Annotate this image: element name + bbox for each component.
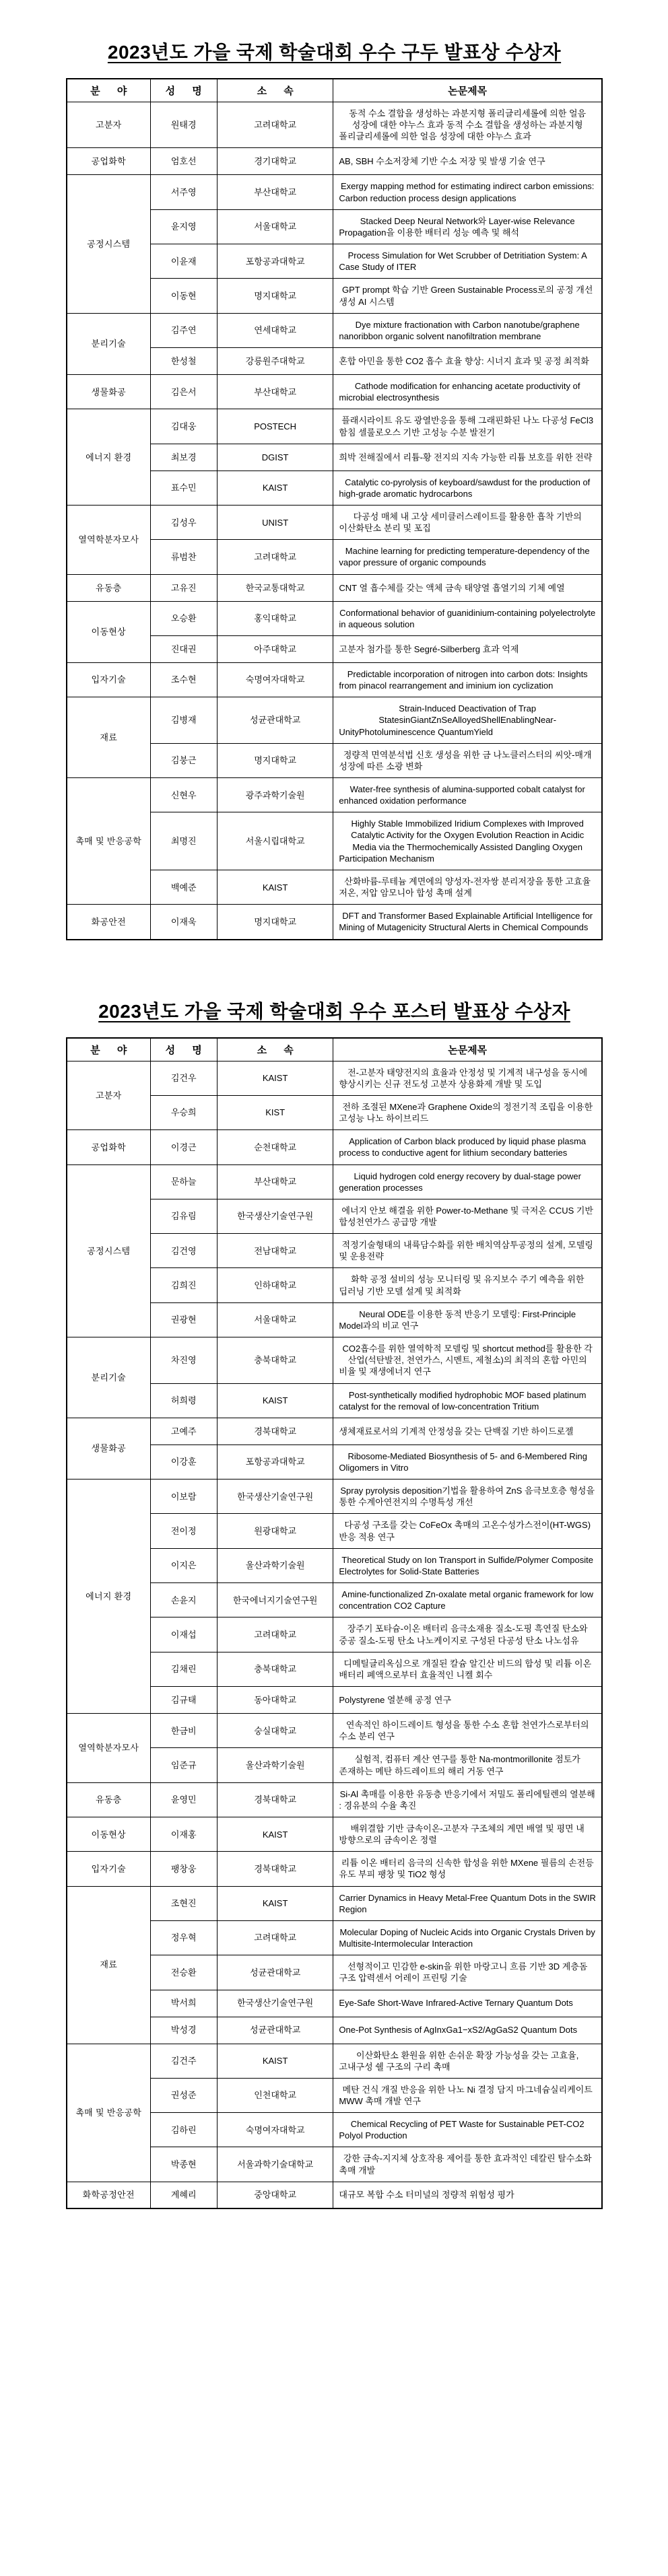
field-cell: 생물화공 — [67, 1418, 150, 1479]
paper-title-cell: 생체재료로서의 기계적 안정성을 갖는 단백질 기반 하이드로젤 — [333, 1418, 602, 1444]
name-cell: 김채린 — [150, 1652, 217, 1686]
table-row — [67, 601, 602, 635]
field-cell: 입자기술 — [67, 1852, 150, 1886]
table-row — [67, 1061, 602, 1095]
paper-title-cell: 적정기술형태의 내륙담수화를 위한 배치역삼투공정의 설계, 모델링 및 운용전략 — [333, 1234, 602, 1268]
name-cell: 허희령 — [150, 1383, 217, 1418]
paper-title-cell: Machine learning for predicting temperature-dependency of the vapor pressure of organic compounds — [333, 540, 602, 574]
table-row — [67, 574, 602, 601]
name-cell: 이윤재 — [150, 244, 217, 279]
affiliation-cell: 인하대학교 — [217, 1268, 333, 1302]
name-cell: 최명진 — [150, 812, 217, 870]
paper-title-cell: 희박 전해질에서 리튬-황 전지의 지속 가능한 리튬 보호를 위한 전략 — [333, 444, 602, 471]
table-row — [67, 1130, 602, 1164]
affiliation-cell: 울산과학기술원 — [217, 1548, 333, 1582]
affiliation-cell: 인천대학교 — [217, 2078, 333, 2112]
field-cell: 공정시스템 — [67, 175, 150, 313]
affiliation-cell: 울산과학기술원 — [217, 1748, 333, 1782]
paper-title-cell: Molecular Doping of Nucleic Acids into Organic Crystals Driven by Multisite-Intermolecular Interaction — [333, 1920, 602, 1955]
affiliation-cell: 명지대학교 — [217, 905, 333, 940]
paper-title-cell: Conformational behavior of guanidinium-containing polyelectrolyte in aqueous solution — [333, 601, 602, 635]
table-row — [67, 1714, 602, 1748]
affiliation-cell: 고려대학교 — [217, 1617, 333, 1652]
affiliation-cell: KAIST — [217, 1817, 333, 1851]
paper-title-cell: 장주기 포타슘-이온 배터리 음극소재용 질소-도핑 흑연질 탄소와 중공 질소-도핑 탄소 나노케이지로 구성된 다공성 탄소 나노섬유 — [333, 1617, 602, 1652]
affiliation-cell: 경북대학교 — [217, 1418, 333, 1444]
name-cell: 신현우 — [150, 778, 217, 812]
name-cell: 손윤지 — [150, 1583, 217, 1617]
paper-title-cell: 강한 금속-지지체 상호작용 제어를 통한 효과적인 데칼린 탈수소화 촉매 개발 — [333, 2147, 602, 2182]
poster-awards-title: 2023년도 가을 국제 학술대회 우수 포스터 발표상 수상자 — [98, 1000, 570, 1022]
name-cell: 한금비 — [150, 1714, 217, 1748]
name-cell: 원태경 — [150, 102, 217, 148]
affiliation-cell: KAIST — [217, 1383, 333, 1418]
name-cell: 이지은 — [150, 1548, 217, 1582]
paper-title-cell: AB, SBH 수소저장체 기반 수소 저장 및 발생 기술 연구 — [333, 148, 602, 175]
paper-title-cell: Predictable incorporation of nitrogen into carbon dots: Insights from pinacol rearrangement and iminium ion cyclization — [333, 662, 602, 697]
name-cell: 김주연 — [150, 313, 217, 347]
affiliation-cell: 한국교통대학교 — [217, 574, 333, 601]
name-cell: 김규태 — [150, 1687, 217, 1714]
table-row — [67, 1164, 602, 1199]
affiliation-cell: 원광대학교 — [217, 1514, 333, 1548]
table-row — [67, 505, 602, 539]
table-row — [67, 1886, 602, 1920]
paper-title-cell: Eye-Safe Short-Wave Infrared-Active Ternary Quantum Dots — [333, 1990, 602, 2017]
table-row — [67, 1817, 602, 1851]
oral-awards-table — [66, 78, 603, 940]
oral-awards-section — [66, 38, 603, 940]
name-cell: 조현진 — [150, 1886, 217, 1920]
field-cell: 분리기술 — [67, 1337, 150, 1418]
affiliation-cell: 포항공과대학교 — [217, 1444, 333, 1479]
table-row — [67, 148, 602, 175]
affiliation-cell: DGIST — [217, 444, 333, 471]
affiliation-cell: 성균관대학교 — [217, 2017, 333, 2044]
affiliation-cell: 서울대학교 — [217, 209, 333, 244]
name-cell: 백예준 — [150, 870, 217, 904]
field-cell: 고분자 — [67, 102, 150, 148]
paper-title-cell: 플래시라이트 유도 광열반응을 통해 그래핀화된 나노 다공성 FeCl3 함침 셀룰로오스 기반 고성능 수분 발전기 — [333, 409, 602, 444]
name-cell: 서주영 — [150, 175, 217, 209]
table-row — [67, 778, 602, 812]
name-cell: 계혜리 — [150, 2182, 217, 2208]
paper-title-cell: 혼합 아민을 통한 CO2 흡수 효율 향상: 시너지 효과 및 공정 최적화 — [333, 348, 602, 375]
field-cell: 고분자 — [67, 1061, 150, 1130]
paper-title-cell: 배위결합 기반 금속이온-고분자 구조체의 계면 배열 및 평면 내 방향으로의 금속이온 정렬 — [333, 1817, 602, 1851]
name-cell: 임준규 — [150, 1748, 217, 1782]
paper-title-cell: CO2흡수를 위한 열역학적 모델링 및 shortcut method를 활용한 각 산업(석탄발전, 천연가스, 시멘트, 제철소)의 최적의 혼합 아민의 비율 및 재생에너지 연구 — [333, 1337, 602, 1383]
affiliation-cell: 충북대학교 — [217, 1337, 333, 1383]
name-cell: 김은서 — [150, 375, 217, 409]
affiliation-cell: 고려대학교 — [217, 102, 333, 148]
name-cell: 이재홍 — [150, 1817, 217, 1851]
affiliation-cell: UNIST — [217, 505, 333, 539]
name-cell: 고예주 — [150, 1418, 217, 1444]
affiliation-cell: 성균관대학교 — [217, 1955, 333, 1990]
paper-title-cell: Liquid hydrogen cold energy recovery by dual-stage power generation processes — [333, 1164, 602, 1199]
field-cell: 재료 — [67, 1886, 150, 2044]
paper-title-cell: 메탄 건식 개질 반응을 위한 나노 Ni 결정 담지 마그네슘실리케이트 MWW 촉매 개발 연구 — [333, 2078, 602, 2112]
column-header-paper-title: 논문제목 — [333, 79, 602, 102]
affiliation-cell: 고려대학교 — [217, 1920, 333, 1955]
field-cell: 화학공정안전 — [67, 2182, 150, 2208]
name-cell: 류범찬 — [150, 540, 217, 574]
paper-title-cell: Ribosome-Mediated Biosynthesis of 5- and 6-Membered Ring Oligomers in Vitro — [333, 1444, 602, 1479]
name-cell: 진대권 — [150, 635, 217, 662]
field-cell: 유동층 — [67, 1782, 150, 1817]
paper-title-cell: 이산화탄소 환원을 위한 손쉬운 확장 가능성을 갖는 고효율, 고내구성 쉘 구조의 구리 촉매 — [333, 2044, 602, 2078]
affiliation-cell: 서울시립대학교 — [217, 812, 333, 870]
paper-title-cell: Cathode modification for enhancing acetate productivity of microbial electrosynthesis — [333, 375, 602, 409]
field-cell: 촉매 및 반응공학 — [67, 778, 150, 905]
paper-title-cell: 선형적이고 민감한 e-skin을 위한 마랑고니 흐름 기반 3D 계층돔 구조 압력센서 어레이 프린팅 기술 — [333, 1955, 602, 1990]
paper-title-cell: Strain-Induced Deactivation of Trap StatesinGiantZnSeAlloyedShellEnablingNear-UnityPhotoluminescence QuantumYield — [333, 697, 602, 743]
column-header-affiliation: 소 속 — [217, 79, 333, 102]
table-row — [67, 697, 602, 743]
paper-title-cell: Chemical Recycling of PET Waste for Sustainable PET-CO2 Polyol Production — [333, 2113, 602, 2147]
name-cell: 김대웅 — [150, 409, 217, 444]
name-cell: 김건주 — [150, 2044, 217, 2078]
field-cell: 재료 — [67, 697, 150, 778]
name-cell: 김건우 — [150, 1061, 217, 1095]
paper-title-cell: 대규모 복합 수소 터미널의 정량적 위험성 평가 — [333, 2182, 602, 2208]
column-header-name: 성 명 — [150, 1038, 217, 1061]
paper-title-cell: 전하 조절된 MXene과 Graphene Oxide의 정전기적 조립을 이용한 고성능 나노 하이브리드 — [333, 1095, 602, 1129]
column-header-paper-title: 논문제목 — [333, 1038, 602, 1061]
table-row — [67, 1337, 602, 1383]
affiliation-cell: 경기대학교 — [217, 148, 333, 175]
affiliation-cell: 숙명여자대학교 — [217, 662, 333, 697]
field-cell: 공정시스템 — [67, 1164, 150, 1337]
affiliation-cell: KAIST — [217, 870, 333, 904]
field-cell: 분리기술 — [67, 313, 150, 374]
affiliation-cell: 한국에너지기술연구원 — [217, 1583, 333, 1617]
affiliation-cell: 부산대학교 — [217, 375, 333, 409]
paper-title-cell: Exergy mapping method for estimating indirect carbon emissions: Carbon reduction process design applications — [333, 175, 602, 209]
affiliation-cell: 한국생산기술연구원 — [217, 1990, 333, 2017]
affiliation-cell: KAIST — [217, 2044, 333, 2078]
name-cell: 정우혁 — [150, 1920, 217, 1955]
affiliation-cell: KAIST — [217, 471, 333, 505]
affiliation-cell: 명지대학교 — [217, 279, 333, 313]
paper-title-cell: 다공성 매체 내 고상 세미클러스레이트를 활용한 흡착 기반의 이산화탄소 분리 및 포집 — [333, 505, 602, 539]
name-cell: 전승환 — [150, 1955, 217, 1990]
column-header-field: 분 야 — [67, 1038, 150, 1061]
affiliation-cell: 경북대학교 — [217, 1782, 333, 1817]
paper-title-cell: Highly Stable Immobilized Iridium Complexes with Improved Catalytic Activity for the Oxygen Evolution Reaction in Acidic Media via the Thermochemically Assisted Dangling Oxygen Participation Mechanism — [333, 812, 602, 870]
field-cell: 이동현상 — [67, 601, 150, 662]
table-row — [67, 1852, 602, 1886]
table-row — [67, 175, 602, 209]
affiliation-cell: 전남대학교 — [217, 1234, 333, 1268]
name-cell: 한성철 — [150, 348, 217, 375]
name-cell: 이경근 — [150, 1130, 217, 1164]
paper-title-cell: 에너지 안보 해결을 위한 Power-to-Methane 및 극저온 CCUS 기반 합성천연가스 공급망 개발 — [333, 1199, 602, 1233]
affiliation-cell: 부산대학교 — [217, 1164, 333, 1199]
paper-title-cell: 산화바륨-루테늄 계면에의 양성자-전자쌍 분리저장을 통한 고효율 저온, 저압 암모니아 합성 촉매 설계 — [333, 870, 602, 904]
paper-title-cell: 다공성 구조를 갖는 CoFeOx 촉매의 고온수성가스전이(HT-WGS)반응 적용 연구 — [333, 1514, 602, 1548]
affiliation-cell: 고려대학교 — [217, 540, 333, 574]
paper-title-cell: 디메틸글리옥심으로 개질된 칼슘 알긴산 비드의 합성 및 리튬 이온 배터리 폐액으로부터 효율적인 니켈 회수 — [333, 1652, 602, 1686]
paper-title-cell: Theoretical Study on Ion Transport in Sulfide/Polymer Composite Electrolytes for Solid-State Batteries — [333, 1548, 602, 1582]
affiliation-cell: KIST — [217, 1095, 333, 1129]
affiliation-cell: 연세대학교 — [217, 313, 333, 347]
name-cell: 표수민 — [150, 471, 217, 505]
paper-title-cell: Neural ODE를 이용한 동적 반응기 모델링: First-Principle Model과의 비교 연구 — [333, 1302, 602, 1337]
paper-title-cell: Water-free synthesis of alumina-supported cobalt catalyst for enhanced oxidation performance — [333, 778, 602, 812]
name-cell: 권광현 — [150, 1302, 217, 1337]
field-cell: 이동현상 — [67, 1817, 150, 1851]
table-row — [67, 409, 602, 444]
paper-title-cell: Application of Carbon black produced by liquid phase plasma process to conductive agent for lithium secondary batteries — [333, 1130, 602, 1164]
paper-title-cell: Amine-functionalized Zn-oxalate metal organic framework for low concentration CO2 Capture — [333, 1583, 602, 1617]
name-cell: 조수현 — [150, 662, 217, 697]
header-row — [67, 79, 602, 102]
affiliation-cell: 강릉원주대학교 — [217, 348, 333, 375]
name-cell: 이동현 — [150, 279, 217, 313]
name-cell: 전이정 — [150, 1514, 217, 1548]
field-cell: 입자기술 — [67, 662, 150, 697]
affiliation-cell: 아주대학교 — [217, 635, 333, 662]
name-cell: 김병재 — [150, 697, 217, 743]
name-cell: 박성경 — [150, 2017, 217, 2044]
paper-title-cell: Catalytic co-pyrolysis of keyboard/sawdust for the production of high-grade aromatic hydrocarbons — [333, 471, 602, 505]
paper-title-cell: Polystyrene 열분해 공정 연구 — [333, 1687, 602, 1714]
paper-title-cell: 전-고분자 태양전지의 효율과 안정성 및 기계적 내구성을 동시에 향상시키는 신규 전도성 고분자 상용화제 개발 및 도입 — [333, 1061, 602, 1095]
field-cell: 화공안전 — [67, 905, 150, 940]
affiliation-cell: 중앙대학교 — [217, 2182, 333, 2208]
field-cell: 열역학분자모사 — [67, 1714, 150, 1783]
field-cell: 에너지 환경 — [67, 1480, 150, 1714]
name-cell: 김성우 — [150, 505, 217, 539]
paper-title-cell: Dye mixture fractionation with Carbon nanotube/graphene nanoribbon organic solvent nanofiltration membrane — [333, 313, 602, 347]
paper-title-cell: 실험적, 컴퓨터 계산 연구를 통한 Na-montmorillonite 점토가 존재하는 메탄 하드레이트의 해리 거동 연구 — [333, 1748, 602, 1782]
affiliation-cell: 서울대학교 — [217, 1302, 333, 1337]
paper-title-cell: Spray pyrolysis deposition기법을 활용하여 ZnS 음극보호층 형성을 통한 수계아연전지의 수명특성 개선 — [333, 1480, 602, 1514]
paper-title-cell: Post-synthetically modified hydrophobic MOF based platinum catalyst for the removal of low-concentration Tritium — [333, 1383, 602, 1418]
affiliation-cell: 동아대학교 — [217, 1687, 333, 1714]
paper-title-cell: DFT and Transformer Based Explainable Artificial Intelligence for Mining of Mutagenicity Structural Alerts in Chemical Compounds — [333, 905, 602, 940]
affiliation-cell: 광주과학기술원 — [217, 778, 333, 812]
affiliation-cell: 서울과학기술대학교 — [217, 2147, 333, 2182]
column-header-affiliation: 소 속 — [217, 1038, 333, 1061]
paper-title-cell: 리튬 이온 배터리 음극의 신속한 합성을 위한 MXene 필름의 손전등 유도 부피 팽창 및 TiO2 형성 — [333, 1852, 602, 1886]
name-cell: 김희진 — [150, 1268, 217, 1302]
table-row — [67, 102, 602, 148]
paper-title-cell: 동적 수소 결합을 생성하는 과분지형 폴리글리세롤에 의한 얼음 성장에 대한 야누스 효과 동적 수소 결합을 생성하는 과분지형 폴리글리세롤에 의한 얼음 성장에 대한 야누스 효과 — [333, 102, 602, 148]
poster-awards-section — [66, 997, 603, 2210]
column-header-field: 분 야 — [67, 79, 150, 102]
name-cell: 윤지영 — [150, 209, 217, 244]
field-cell: 공업화학 — [67, 148, 150, 175]
table-row — [67, 1418, 602, 1444]
affiliation-cell: 순천대학교 — [217, 1130, 333, 1164]
name-cell: 이재섭 — [150, 1617, 217, 1652]
paper-title-cell: 화학 공정 설비의 성능 모니터링 및 유지보수 주기 예측을 위한 딥러닝 기반 모델 설계 및 최적화 — [333, 1268, 602, 1302]
name-cell: 엄호선 — [150, 148, 217, 175]
name-cell: 김하린 — [150, 2113, 217, 2147]
paper-title-cell: Process Simulation for Wet Scrubber of Detritiation System: A Case Study of ITER — [333, 244, 602, 279]
name-cell: 우승희 — [150, 1095, 217, 1129]
affiliation-cell: KAIST — [217, 1886, 333, 1920]
paper-title-cell: 연속적인 하이드레이트 형성을 통한 수소 혼합 천연가스로부터의 수소 분리 연구 — [333, 1714, 602, 1748]
affiliation-cell: 한국생산기술연구원 — [217, 1199, 333, 1233]
affiliation-cell: 숙명여자대학교 — [217, 2113, 333, 2147]
name-cell: 권성준 — [150, 2078, 217, 2112]
name-cell: 윤영민 — [150, 1782, 217, 1817]
paper-title-cell: 정량적 면역분석법 신호 생성을 위한 금 나노클러스터의 씨앗-매개 성장에 따른 소광 변화 — [333, 743, 602, 777]
table-row — [67, 662, 602, 697]
name-cell: 고유진 — [150, 574, 217, 601]
paper-title-cell: One-Pot Synthesis of AgInxGa1−xS2/AgGaS2 Quantum Dots — [333, 2017, 602, 2044]
affiliation-cell: 홍익대학교 — [217, 601, 333, 635]
field-cell: 에너지 환경 — [67, 409, 150, 506]
column-header-name: 성 명 — [150, 79, 217, 102]
paper-title-cell: Si-Al 촉매를 이용한 유동층 반응기에서 저밀도 폴리에틸렌의 열분해 : 경유분의 수율 촉진 — [333, 1782, 602, 1817]
oral-awards-title: 2023년도 가을 국제 학술대회 우수 구두 발표상 수상자 — [107, 42, 562, 63]
poster-awards-table — [66, 1037, 603, 2210]
paper-title-cell: CNT 열 흡수체를 갖는 액체 금속 태양열 흡열기의 기체 예열 — [333, 574, 602, 601]
affiliation-cell: 충북대학교 — [217, 1652, 333, 1686]
table-row — [67, 905, 602, 940]
name-cell: 김유림 — [150, 1199, 217, 1233]
paper-title-cell: 고분자 첨가를 통한 Segré-Silberberg 효과 억제 — [333, 635, 602, 662]
paper-title-cell: GPT prompt 학습 기반 Green Sustainable Process로의 공정 개선 생성 AI 시스템 — [333, 279, 602, 313]
name-cell: 박종현 — [150, 2147, 217, 2182]
name-cell: 차진영 — [150, 1337, 217, 1383]
affiliation-cell: 부산대학교 — [217, 175, 333, 209]
affiliation-cell: 한국생산기술연구원 — [217, 1480, 333, 1514]
field-cell: 생물화공 — [67, 375, 150, 409]
field-cell: 유동층 — [67, 574, 150, 601]
affiliation-cell: KAIST — [217, 1061, 333, 1095]
name-cell: 이재욱 — [150, 905, 217, 940]
name-cell: 오승환 — [150, 601, 217, 635]
table-row — [67, 1782, 602, 1817]
paper-title-cell: Carrier Dynamics in Heavy Metal-Free Quantum Dots in the SWIR Region — [333, 1886, 602, 1920]
table-row — [67, 2044, 602, 2078]
name-cell: 박서희 — [150, 1990, 217, 2017]
affiliation-cell: 포항공과대학교 — [217, 244, 333, 279]
name-cell: 이강훈 — [150, 1444, 217, 1479]
field-cell: 열역학분자모사 — [67, 505, 150, 574]
table-row — [67, 1480, 602, 1514]
header-row — [67, 1038, 602, 1061]
table-row — [67, 313, 602, 347]
affiliation-cell: 숭실대학교 — [217, 1714, 333, 1748]
name-cell: 김붕근 — [150, 743, 217, 777]
table-row — [67, 2182, 602, 2208]
table-row — [67, 375, 602, 409]
name-cell: 김건영 — [150, 1234, 217, 1268]
affiliation-cell: 경북대학교 — [217, 1852, 333, 1886]
field-cell: 공업화학 — [67, 1130, 150, 1164]
name-cell: 최보경 — [150, 444, 217, 471]
field-cell: 촉매 및 반응공학 — [67, 2044, 150, 2182]
paper-title-cell: Stacked Deep Neural Network와 Layer-wise Relevance Propagation을 이용한 배터리 성능 예측 및 해석 — [333, 209, 602, 244]
name-cell: 이보람 — [150, 1480, 217, 1514]
affiliation-cell: 명지대학교 — [217, 743, 333, 777]
name-cell: 팽창웅 — [150, 1852, 217, 1886]
affiliation-cell: POSTECH — [217, 409, 333, 444]
affiliation-cell: 성균관대학교 — [217, 697, 333, 743]
name-cell: 문하늘 — [150, 1164, 217, 1199]
